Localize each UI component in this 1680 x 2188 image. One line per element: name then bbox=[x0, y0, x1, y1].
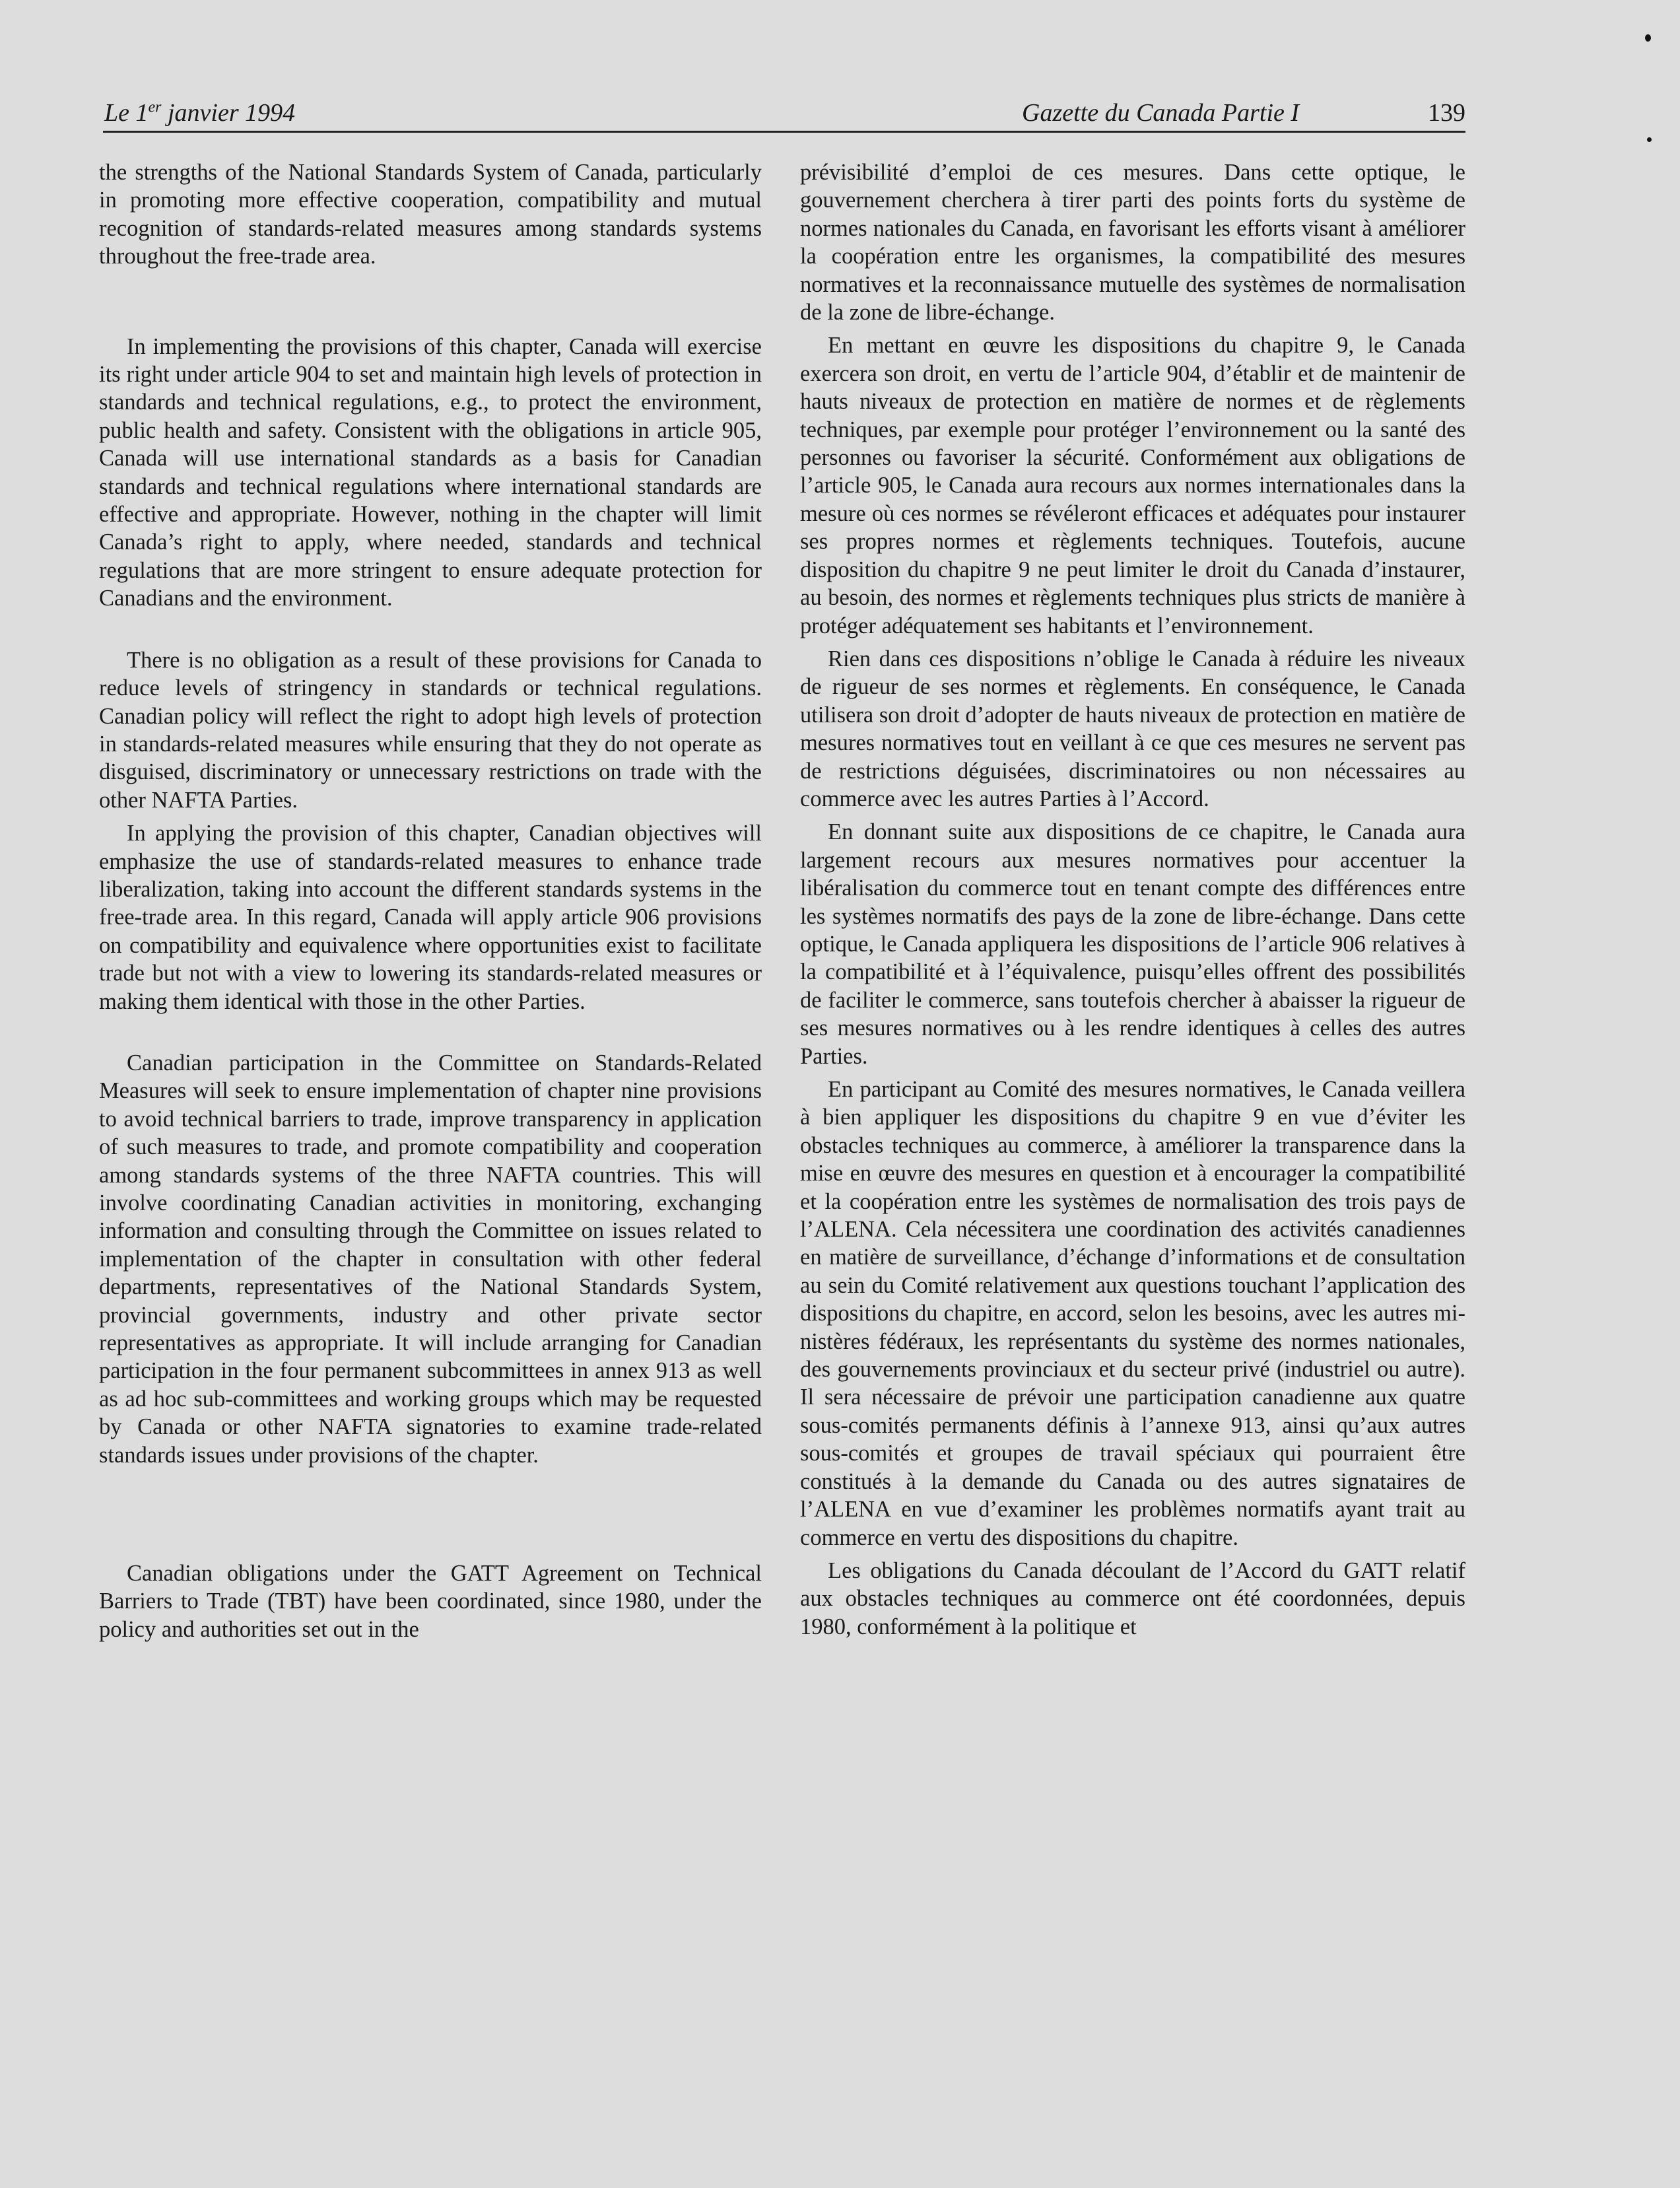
french-column bbox=[800, 158, 1465, 1641]
header-publication: Gazette du Canada Partie I bbox=[1022, 99, 1300, 127]
english-column bbox=[99, 158, 762, 1643]
french-paragraph: En mettant en œuvre les dispositions du chapitre 9, le Canada exercera son droit, en vertu de l’article 904, d’établir et de maintenir de hauts niveaux de protection en matière de normes et de règlements techniques, par exemple pour protéger l’environnement ou la santé des personnes ou favoriser la sécurité. Conformément aux obligations de l’article 905, le Canada aura recours aux normes internationales dans la mesure où ces normes se révéleront efficaces et adéquates pour instaurer ses propres normes et règlements techniques. Toutefois, aucune disposition du chapitre 9 ne peut limiter le droit du Canada d’instaurer, au besoin, des normes et règlements techniques plus stricts de manière à protéger adéquatement ses habitants et l’environnement. bbox=[800, 333, 1465, 638]
english-paragraph: the strengths of the National Standards System of Canada, particularly in promoting more effective cooperation, compatibility and mutual recognition of standards-related measures among standards systems throughout the free-trade area. bbox=[99, 160, 762, 269]
english-paragraph: Canadian participation in the Committee on Standards-Related Measures will seek to ensure implementation of chapter nine provisions to avoid technical barriers to trade, improve transparency in application of such measures to trade, and promote compatibility and cooperation among standards systems of the three NAFTA countries. This will involve coordinating Canadian activities in monitoring, exchanging information and consulting through the Committee on issues related to implementation of the chapter in consultation with other federal departments, representatives of the National Standards System, provincial governments, industry and other private sector representatives as appropriate. It will include arranging for Canadian participation in the four permanent subcommittees in annex 913 as well as ad hoc sub-committees and working groups which may be requested by Canada or other NAFTA signatories to examine trade-related standards issues under provisions of the chapter. bbox=[99, 1050, 762, 1468]
french-paragraph: En donnant suite aux dispositions de ce chapitre, le Canada aura largement recours aux mesures normatives pour accentuer la libéralisation du commerce tout en tenant compte des différences entre les systèmes normatifs des pays de la zone de libre-échange. Dans cette optique, le Canada appliquera les dispositions de l’article 906 relatives à la compatibilité et à l’équivalence, puisqu’elles offrent des possibilités de faciliter le commerce, sans toutefois chercher à abaisser la rigueur de ses mesures normatives ou à les rendre identiques à celles des autres Parties. bbox=[800, 819, 1465, 1069]
french-paragraph: Rien dans ces dispositions n’oblige le Canada à réduire les niveaux de rigueur de ses normes et règlements. En conséquence, le Canada utilisera son droit d’adopter de hauts niveaux de protection en matière de mesures normatives tout en veillant à ce que ces mesures ne servent pas de restrictions déguisées, discriminatoires ou non nécessaires au commerce avec les autres Parties à l’Accord. bbox=[800, 646, 1465, 811]
english-paragraph: In applying the provision of this chapter, Canadian objectives will emphasize the use of standards-related measures to enhance trade liberalization, taking into account the different standards systems in the free-trade area. In this regard, Canada will apply article 906 provisions on compatibility and equivalence where opportunities exist to facilitate trade but not with a view to lowering its standards-related measures or making them identical with those in the other Parties. bbox=[99, 821, 762, 1014]
header-page-number: 139 bbox=[1428, 99, 1465, 127]
header-date: Le 1er janvier 1994 bbox=[104, 98, 296, 127]
english-paragraph: In implementing the provisions of this chapter, Canada will exercise its right under article 904 to set and maintain high levels of protection in standards and technical regulations, e.g., to protect the environment, public health and safety. Consistent with the obligations in article 905, Canada will use international standards as a basis for Canadian standards and technical regulations where international standards are effective and appropriate. However, nothing in the chapter will limit Canada’s right to apply, where needed, standards and technical regulations that are more stringent to ensure adequate protection for Canadians and the environment. bbox=[99, 333, 762, 611]
french-paragraph: Les obligations du Canada découlant de l’Accord du GATT relatif aux obstacles techniques au commerce ont été coordonnées, depuis 1980, conformément à la politique et bbox=[800, 1557, 1465, 1639]
header-rule bbox=[103, 131, 1465, 133]
french-paragraph: prévisibilité d’emploi de ces mesures. Dans cette optique, le gouvernement cherchera à tirer parti des points forts du système de normes nationales du Canada, en favorisant les efforts visant à améliorer la coopération entre les organismes, la compatibilité des mesures normatives et la reconnaissance mutuelle des systèmes de normalisation de la zone de libre-échange. bbox=[800, 160, 1465, 325]
running-header bbox=[103, 94, 1465, 132]
english-paragraph: Canadian obligations under the GATT Agreement on Technical Barriers to Trade (TBT) have been coordinated, since 1980, under the policy and authorities set out in the bbox=[99, 1561, 762, 1642]
scan-speck bbox=[1647, 137, 1652, 142]
french-paragraph: En participant au Comité des mesures normatives, le Canada veillera à bien appliquer les dispositions du chapitre 9 en vue d’éviter les obstacles techniques au commerce, à améliorer la transparence dans la mise en œuvre des mesures en question et à encourager la compatibilité et la coopération entre les systèmes de normalisation des trois pays de l’ALENA. Cela nécessitera une coordination des activités canadiennes en matière de surveillance, d’échange d’informations et de consultation au sein du Comité relativement aux questions touchant l’application des dispositions du chapitre, en accord, selon les besoins, avec les autres ministères fédéraux, les représentants du système des normes nationales, des gouvernements provinciaux et du secteur privé (industriel ou autre). Il sera nécessaire de prévoir une participation canadienne aux quatre sous-comités permanents définis à l’annexe 913, ainsi qu’aux autres sous-comités et groupes de travail spéciaux qui pourraient être constitués à la demande du Canada ou des autres signataires de l’ALENA en vue d’examiner les problèmes normatifs ayant trait au commerce en vertu des dispositions du chapitre. bbox=[800, 1077, 1465, 1550]
scan-speck bbox=[1645, 34, 1651, 42]
english-paragraph: There is no obligation as a result of these provisions for Canada to reduce levels of stringency in standards or technical regulations. Canadian policy will reflect the right to adopt high levels of protection in standards-related measures while ensuring that they do not operate as disguised, discriminatory or unnecessary restrictions on trade with the other NAFTA Parties. bbox=[99, 647, 762, 813]
